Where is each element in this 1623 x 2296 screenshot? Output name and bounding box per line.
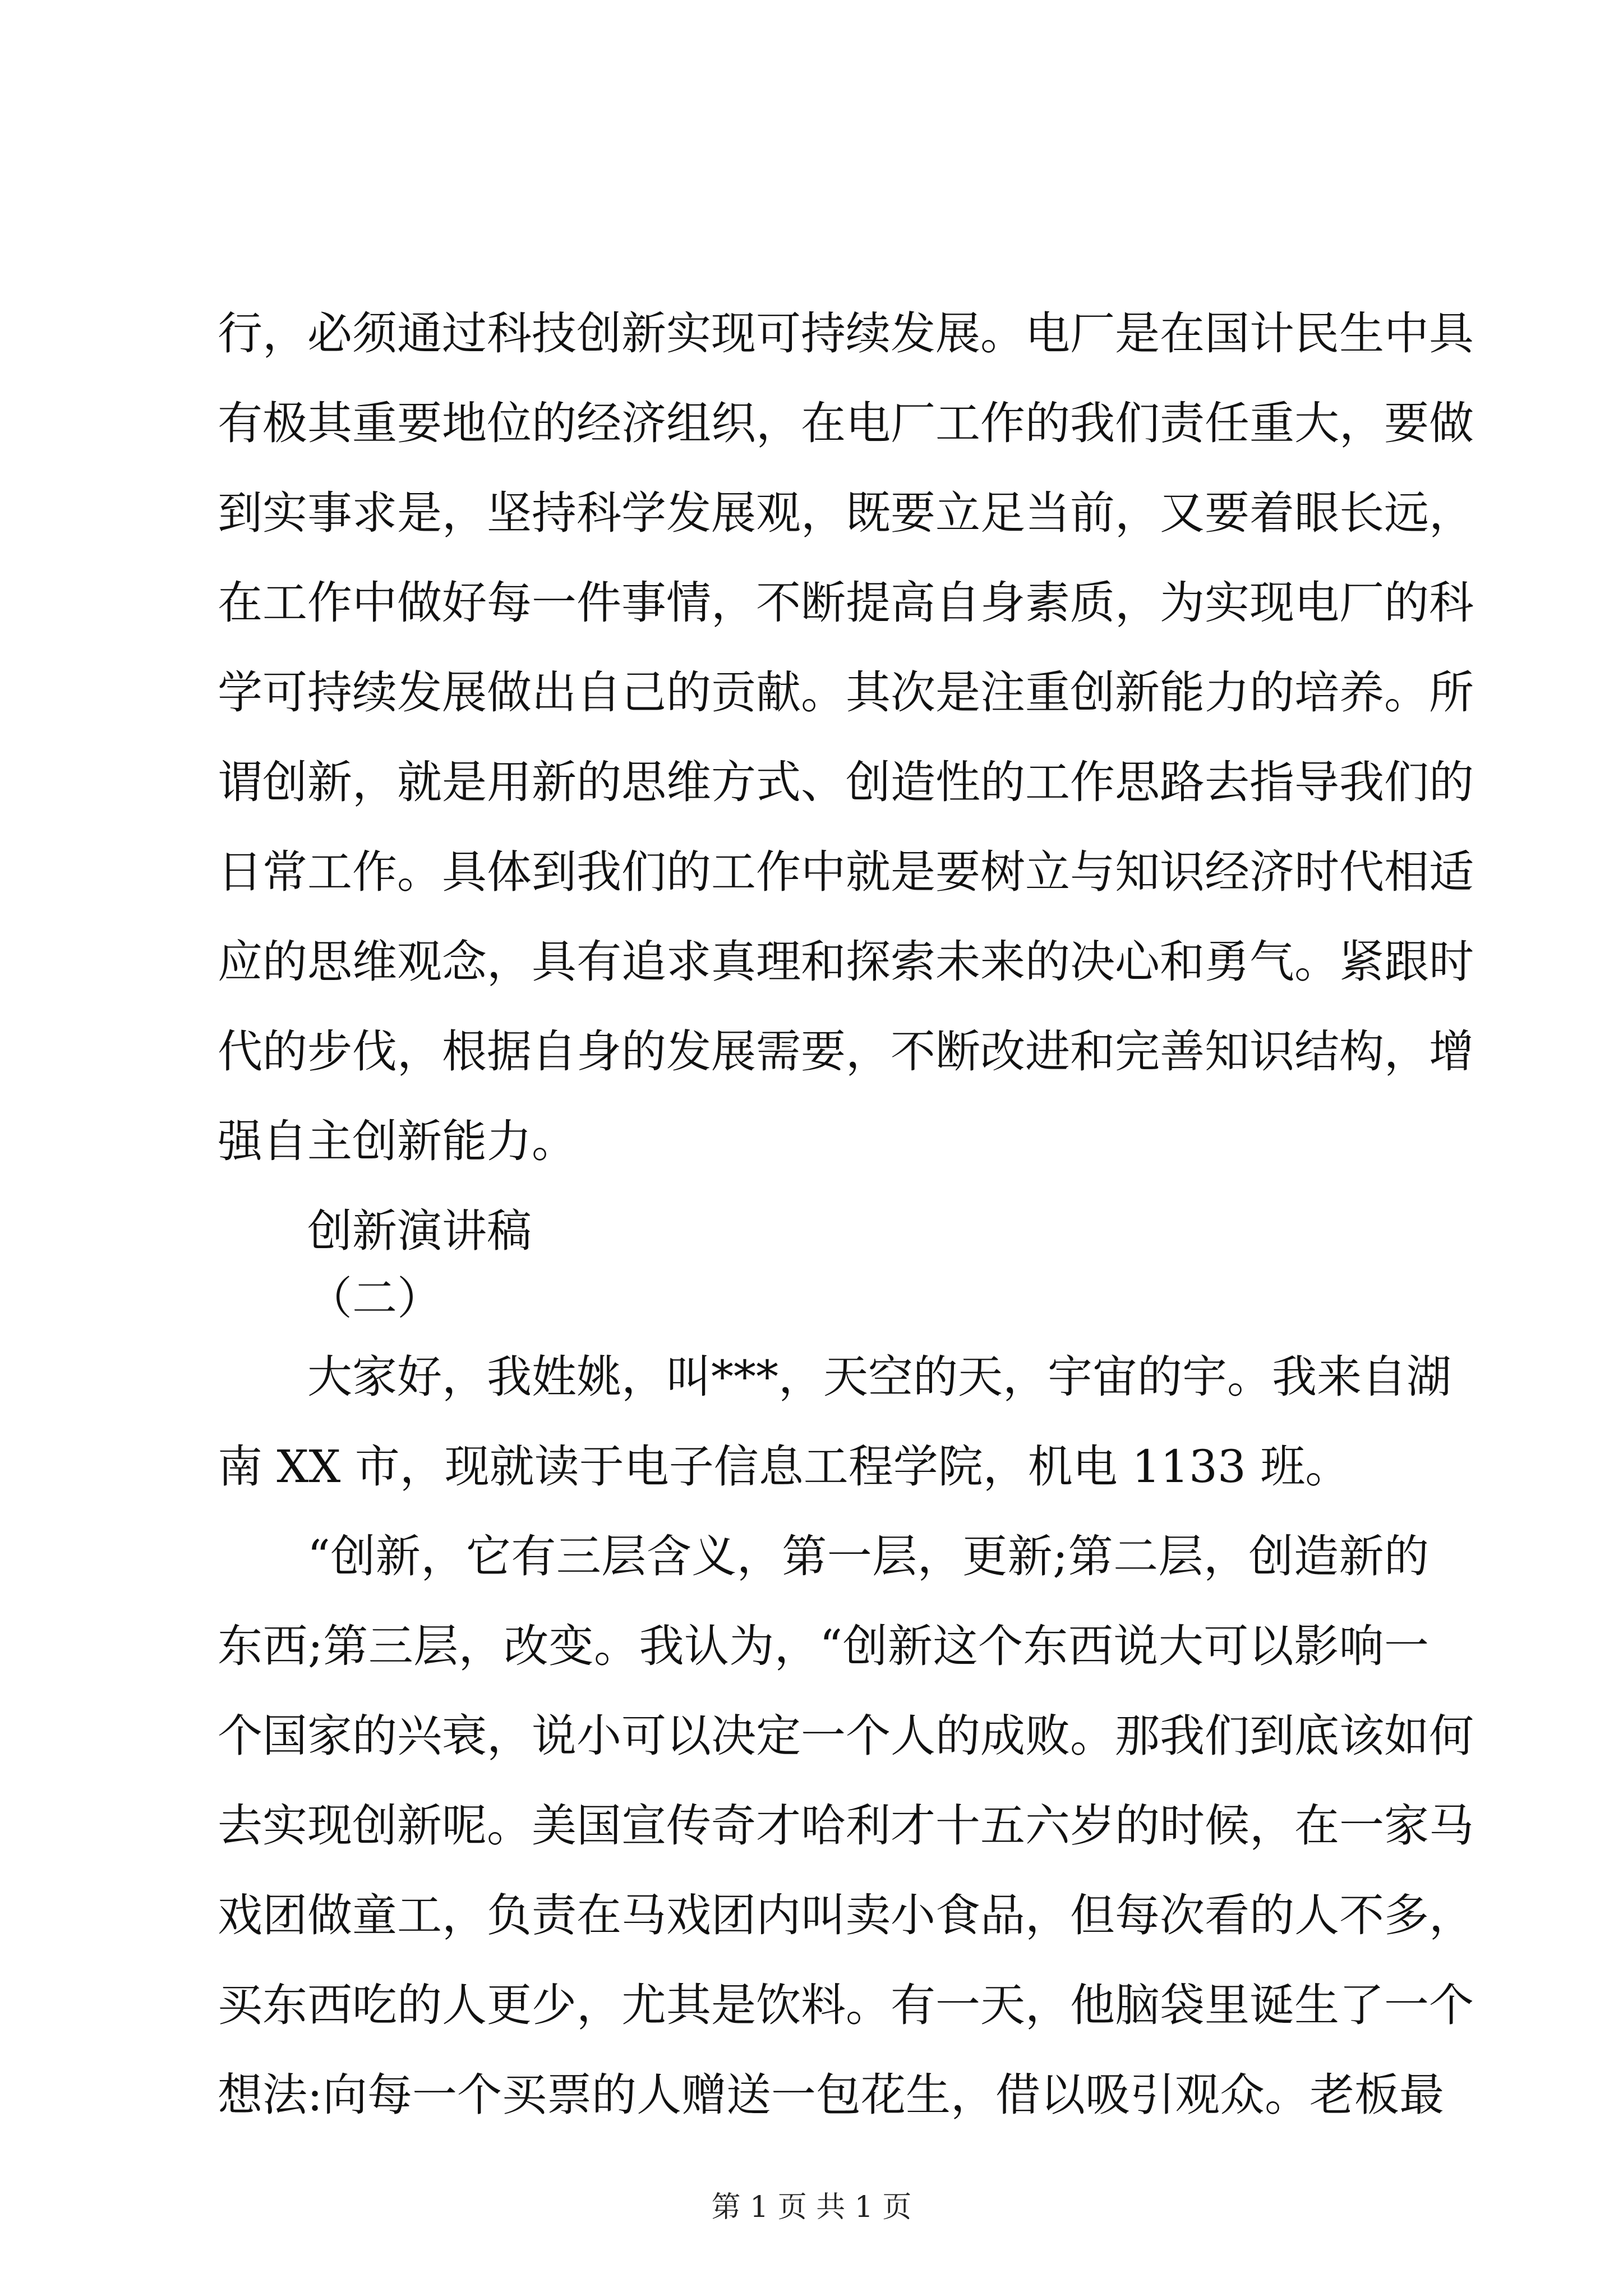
- text-line: 有极其重要地位的经济组织，在电厂工作的我们责任重大，要做: [218, 397, 1474, 449]
- text-line: 谓创新，就是用新的思维方式、创造性的工作思路去指导我们的: [218, 756, 1474, 808]
- text-line: 买东西吃的人更少，尤其是饮料。有一天，他脑袋里诞生了一个: [218, 1979, 1474, 2031]
- text-line: 日常工作。具体到我们的工作中就是要树立与知识经济时代相适: [218, 846, 1474, 898]
- text-line: 到实事求是，坚持科学发展观，既要立足当前，又要着眼长远，: [218, 487, 1474, 539]
- text-line: 南 XX 市，现就读于电子信息工程学院，机电 1133 班。: [218, 1441, 1350, 1493]
- text-line: 学可持续发展做出自己的贡献。其次是注重创新能力的培养。所: [218, 666, 1474, 719]
- section-number: （二）: [307, 1272, 442, 1324]
- page-footer: 第 1 页 共 1 页: [711, 2191, 912, 2224]
- text-line: 个国家的兴衰，说小可以决定一个人的成败。那我们到底该如何: [218, 1710, 1474, 1762]
- text-line: 行，必须通过科技创新实现可持续发展。电厂是在国计民生中具: [218, 307, 1474, 360]
- text-line: 去实现创新呢。美国宣传奇才哈利才十五六岁的时候，在一家马: [218, 1800, 1474, 1852]
- text-line: 应的思维观念，具有追求真理和探索未来的决心和勇气。紧跟时: [218, 936, 1474, 988]
- text-line: 在工作中做好每一件事情，不断提高自身素质，为实现电厂的科: [218, 577, 1474, 629]
- text-line: 大家好，我姓姚，叫***，天空的天，宇宙的宇。我来自湖: [307, 1351, 1451, 1403]
- text-line: 强自主创新能力。: [218, 1115, 577, 1167]
- text-line: 东西;第三层，改变。我认为，“创新这个东西说大可以影响一: [218, 1620, 1429, 1672]
- section-heading: 创新演讲稿: [307, 1205, 532, 1257]
- text-line: 戏团做童工，负责在马戏团内叫卖小食品，但每次看的人不多，: [218, 1889, 1474, 1941]
- text-line: “创新，它有三层含义，第一层，更新;第二层，创造新的: [307, 1530, 1429, 1582]
- text-line: 想法:向每一个买票的人赠送一包花生，借以吸引观众。老板最: [218, 2069, 1444, 2121]
- text-line: 代的步伐，根据自身的发展需要，不断改进和完善知识结构，增: [218, 1025, 1474, 1078]
